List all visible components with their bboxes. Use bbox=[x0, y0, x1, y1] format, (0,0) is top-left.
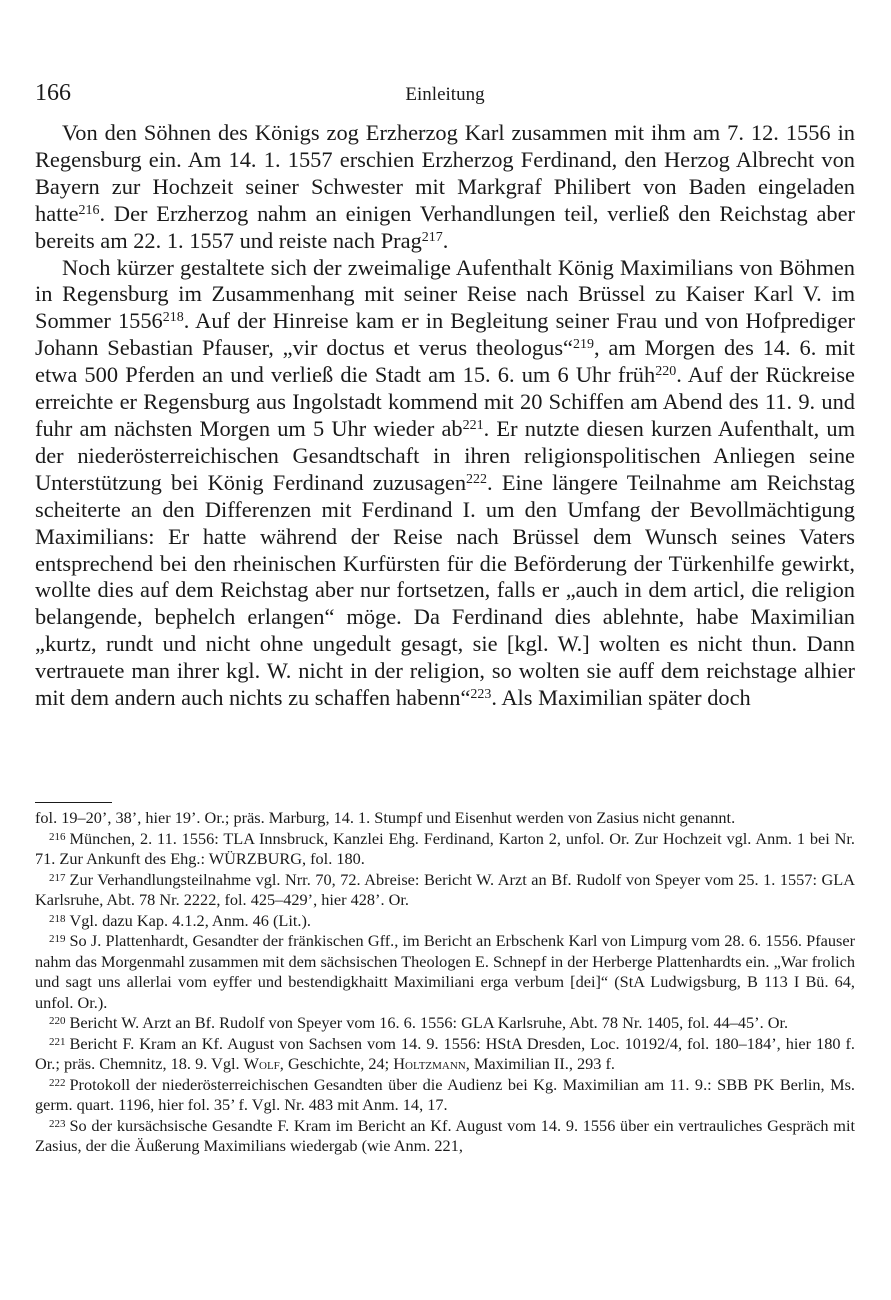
text-run: . Er nutzte diesen kurzen Aufenthalt, um der niederösterreichischen Gesandtschaft in ihren religionspolitischen Anliegen seine Unterstützung bei König Ferdinand zuzusagen bbox=[35, 415, 856, 495]
text-run: . Eine längere Teilnahme am Reichstag scheiterte an den Differenzen mit Ferdinand I. um den Umfang der Bevollmächtigung Maximilians: Er hatte während der Reise nach Brüssel dem Wunsch seines Vaters entsprechend bei den rheinischen Kurfürsten für die Beförderung der Türkenhilfe gewirkt, wollte dies auf dem Reichstag aber nur fortsetzen, falls er „auch in dem articl, die religion belangende, bephelch erlangen“ möge. Da Ferdinand dies ablehnte, habe Maximilian „kurtz, rundt und nicht ohne ungedult gesagt, sie [kgl. W.] wolten es nicht thun. Dann vertrauete man ihrer kgl. W. nicht in der religion, so wolten sie auff dem reichstage alhier mit dem andern auch nichts zu schaffen habenn“ bbox=[35, 469, 855, 711]
footnote-text: , Geschichte, 24; bbox=[279, 1054, 394, 1073]
footnote-number: 218 bbox=[49, 912, 66, 925]
footnote-ref-220: 220 bbox=[655, 364, 677, 380]
footnote-separator bbox=[35, 802, 112, 803]
page-number: 166 bbox=[35, 80, 71, 106]
footnote-text: Bericht W. Arzt an Bf. Rudolf von Speyer vom 16. 6. 1556: GLA Karlsruhe, Abt. 78 Nr. 1405, fol. 44–45’. Or. bbox=[69, 1013, 789, 1032]
footnote-text: Zur Verhandlungsteilnahme vgl. Nrr. 70, 72. Abreise: Bericht W. Arzt an Bf. Rudolf von Speyer vom 25. 1. 1557: GLA Karlsruhe, Abt. 78 Nr. 2222, fol. 425–429’, hier 428’. Or. bbox=[35, 869, 855, 909]
footnote-ref-221: 221 bbox=[462, 417, 484, 433]
footnote-ref-217: 217 bbox=[421, 229, 443, 245]
text-run: Von den Söhnen des Königs zog Erzherzog Karl zusammen mit ihm am 7. 12. 1556 in Regensburg ein. Am 14. 1. 1557 erschien Erzherzog Ferdinand, den Herzog Albrecht von Bayern zur Hochzeit seiner Schwester mit Markgraf Philibert von Baden eingeladen hatte bbox=[35, 120, 855, 226]
text-run: . Auf der Hinreise kam er in Begleitung seiner Frau und von Hofprediger Johann Sebastian Pfauser, „vir doctus et verus theologus“ bbox=[35, 308, 855, 361]
footnote-216 bbox=[35, 829, 855, 870]
footnote-ref-222: 222 bbox=[466, 471, 488, 487]
footnote-219 bbox=[35, 931, 855, 1013]
footnote-text: Vgl. dazu Kap. 4.1.2, Anm. 46 (Lit.). bbox=[69, 910, 311, 930]
footnote-ref-216: 216 bbox=[78, 202, 100, 218]
author-name: Holtzmann bbox=[393, 1054, 466, 1073]
footnote-continuation: fol. 19–20’, 38’, hier 19’. Or.; präs. Marburg, 14. 1. Stumpf und Eisenhut werden von Zasius nicht genannt. bbox=[35, 808, 736, 827]
footnote-number: 219 bbox=[49, 933, 66, 945]
footnote-ref-223: 223 bbox=[470, 687, 492, 703]
footnote-text: So J. Plattenhardt, Gesandter der fränkischen Gff., im Bericht an Erbschenk Karl von Limpurg vom 28. 6. 1556. Pfauser nahm das Morgenmahl zusammen mit dem sächsischen Theologen E. Schnepf in der Herberge Plattenhardts ein. „War frolich und sagt uns allerlai vom eyffer und bestendigkhaitt Maximiliani erga verbum [dei]“ (StA Ludwigsburg, B 113 I Bü. 64, unfol. Or.). bbox=[35, 931, 855, 1012]
footnote-222 bbox=[35, 1075, 855, 1116]
footnote-text: , Maximilian II., 293 f. bbox=[465, 1054, 615, 1073]
text-run: . Auf der Rückreise erreichte er Regensburg aus Ingolstadt kommend mit 20 Schiffen am Abend des 11. 9. und fuhr am nächsten Morgen um 5 Uhr wieder ab bbox=[35, 362, 855, 441]
paragraph-2 bbox=[35, 255, 855, 712]
text-run: . bbox=[442, 227, 449, 253]
footnote-217 bbox=[35, 870, 855, 911]
footnote-218 bbox=[35, 911, 855, 932]
text-run: . Der Erzherzog nahm an einigen Verhandlungen teil, verließ den Reichstag aber bereits am 22. 1. 1557 und reiste nach Prag bbox=[35, 200, 855, 253]
footnote-223 bbox=[35, 1116, 855, 1157]
footnote-number: 221 bbox=[49, 1035, 66, 1048]
footnote-number: 222 bbox=[49, 1076, 66, 1089]
page-header bbox=[35, 80, 855, 110]
footnote-ref-219: 219 bbox=[572, 337, 594, 353]
footnote-text: Bericht F. Kram an Kf. August von Sachsen vom 14. 9. 1556: HStA Dresden, Loc. 10192/4, fol. 180–184’, hier 180 f. Or.; präs. Chemnitz, 18. 9. Vgl. bbox=[35, 1033, 855, 1073]
footnote-number: 223 bbox=[49, 1117, 66, 1130]
footnote-220 bbox=[35, 1013, 855, 1034]
running-head: Einleitung bbox=[405, 84, 485, 105]
paragraph-1 bbox=[35, 120, 855, 255]
footnote-number: 216 bbox=[49, 830, 66, 843]
text-run: . Als Maximilian später doch bbox=[491, 685, 751, 711]
footnote-text: Protokoll der niederösterreichischen Gesandten über die Audienz bei Kg. Maximilian am 11. 9.: SBB PK Berlin, Ms. germ. quart. 1196, hier fol. 35’ f. Vgl. Nr. 483 mit Anm. 14, 17. bbox=[35, 1074, 855, 1114]
footnote-number: 220 bbox=[49, 1015, 66, 1027]
footnote-text: So der kursächsische Gesandte F. Kram im Bericht an Kf. August vom 14. 9. 1556 über ein vertrauliches Gespräch mit Zasius, der die Äußerung Maximilians wiedergab (wie Anm. 221, bbox=[35, 1115, 855, 1155]
footnote-ref-218: 218 bbox=[162, 310, 184, 326]
main-text bbox=[35, 120, 855, 712]
footnote-text: München, 2. 11. 1556: TLA Innsbruck, Kanzlei Ehg. Ferdinand, Karton 2, unfol. Or. Zur Hochzeit vgl. Anm. 1 bei Nr. 71. Zur Ankunft des Ehg.: WÜRZBURG, fol. 180. bbox=[35, 828, 855, 868]
author-name: Wolf bbox=[243, 1054, 280, 1073]
footnotes bbox=[35, 808, 855, 1157]
text-run: Noch kürzer gestaltete sich der zweimalige Aufenthalt König Maximilians von Böhmen in Regensburg im Zusammenhang mit seiner Reise nach Brüssel zu Kaiser Karl V. im Sommer 1556 bbox=[35, 254, 855, 334]
footnote-number: 217 bbox=[49, 871, 66, 884]
footnote-221 bbox=[35, 1034, 855, 1075]
text-run: , am Morgen des 14. 6. mit etwa 500 Pferden an und verließ die Stadt am 15. 6. um 6 Uhr früh bbox=[35, 335, 855, 388]
